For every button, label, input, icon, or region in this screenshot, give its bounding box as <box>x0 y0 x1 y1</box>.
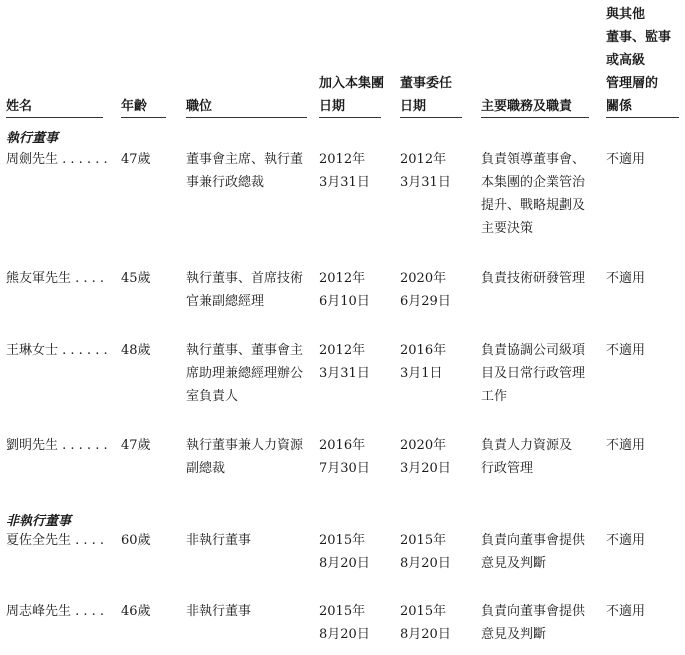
row-relationship: 不適用 <box>606 438 646 453</box>
row-name: 周劍先生 . . . . . . <box>6 152 108 167</box>
row-age: 47歲 <box>121 438 151 453</box>
row-appoint-date: 2020年 3月20日 <box>400 438 451 476</box>
row-relationship: 不適用 <box>606 604 646 619</box>
row-appoint-date: 2015年 8月20日 <box>400 604 451 642</box>
row-position: 執行董事、董事會主 席助理兼總經理辦公 室負責人 <box>186 343 304 404</box>
header-name: 姓名 <box>6 99 33 114</box>
header-rule-age <box>121 117 166 118</box>
row-relationship: 不適用 <box>606 533 646 548</box>
row-appoint-date: 2012年 3月31日 <box>400 152 451 190</box>
row-age: 46歲 <box>121 604 151 619</box>
row-join-date: 2012年 3月31日 <box>319 343 370 381</box>
row-duties: 負責技術研發管理 <box>481 271 586 286</box>
section-non-executive-directors: 非執行董事 <box>6 514 72 529</box>
row-duties: 負責人力資源及 行政管理 <box>481 438 573 476</box>
header-join-date: 加入本集團 日期 <box>319 76 385 114</box>
header-rule-duties <box>481 117 589 118</box>
row-age: 45歲 <box>121 271 151 286</box>
row-relationship: 不適用 <box>606 152 646 167</box>
row-position: 非執行董事 <box>186 533 252 548</box>
row-appoint-date: 2015年 8月20日 <box>400 533 451 571</box>
row-position: 執行董事、首席技術 官兼副總經理 <box>186 271 304 309</box>
row-join-date: 2015年 8月20日 <box>319 533 370 571</box>
row-name: 周志峰先生 . . . . <box>6 604 105 619</box>
header-duties: 主要職務及職責 <box>481 99 573 114</box>
header-appoint-date: 董事委任 日期 <box>400 76 453 114</box>
row-age: 48歲 <box>121 343 151 358</box>
header-rule-position <box>186 117 307 118</box>
header-rule-relationship <box>606 117 679 118</box>
row-join-date: 2012年 3月31日 <box>319 152 370 190</box>
row-name: 熊友軍先生 . . . . <box>6 271 105 286</box>
header-rule-join-date <box>319 117 381 118</box>
row-age: 47歲 <box>121 152 151 167</box>
row-join-date: 2015年 8月20日 <box>319 604 370 642</box>
row-position: 非執行董事 <box>186 604 252 619</box>
row-relationship: 不適用 <box>606 271 646 286</box>
row-join-date: 2012年 6月10日 <box>319 271 370 309</box>
row-name: 王琳女士 . . . . . . <box>6 343 108 358</box>
row-position: 執行董事兼人力資源 副總裁 <box>186 438 304 476</box>
row-duties: 負責領導董事會、 本集團的企業管治 提升、戰略規劃及 主要決策 <box>481 152 586 236</box>
header-rule-name <box>6 117 103 118</box>
section-executive-directors: 執行董事 <box>6 131 59 146</box>
row-position: 董事會主席、執行董 事兼行政總裁 <box>186 152 304 190</box>
header-age: 年齡 <box>121 99 148 114</box>
header-rule-appoint-date <box>400 117 462 118</box>
row-duties: 負責向董事會提供 意見及判斷 <box>481 533 586 571</box>
header-relationship: 與其他 董事、監事 或高級 管理層的 關係 <box>606 7 672 114</box>
row-join-date: 2016年 7月30日 <box>319 438 370 476</box>
row-age: 60歲 <box>121 533 151 548</box>
row-relationship: 不適用 <box>606 343 646 358</box>
header-position: 職位 <box>186 99 213 114</box>
row-appoint-date: 2020年 6月29日 <box>400 271 451 309</box>
row-duties: 負責協調公司級項 目及日常行政管理 工作 <box>481 343 586 404</box>
row-name: 夏佐全先生 . . . . <box>6 533 105 548</box>
row-appoint-date: 2016年 3月1日 <box>400 343 447 381</box>
row-duties: 負責向董事會提供 意見及判斷 <box>481 604 586 642</box>
row-name: 劉明先生 . . . . . . <box>6 438 108 453</box>
